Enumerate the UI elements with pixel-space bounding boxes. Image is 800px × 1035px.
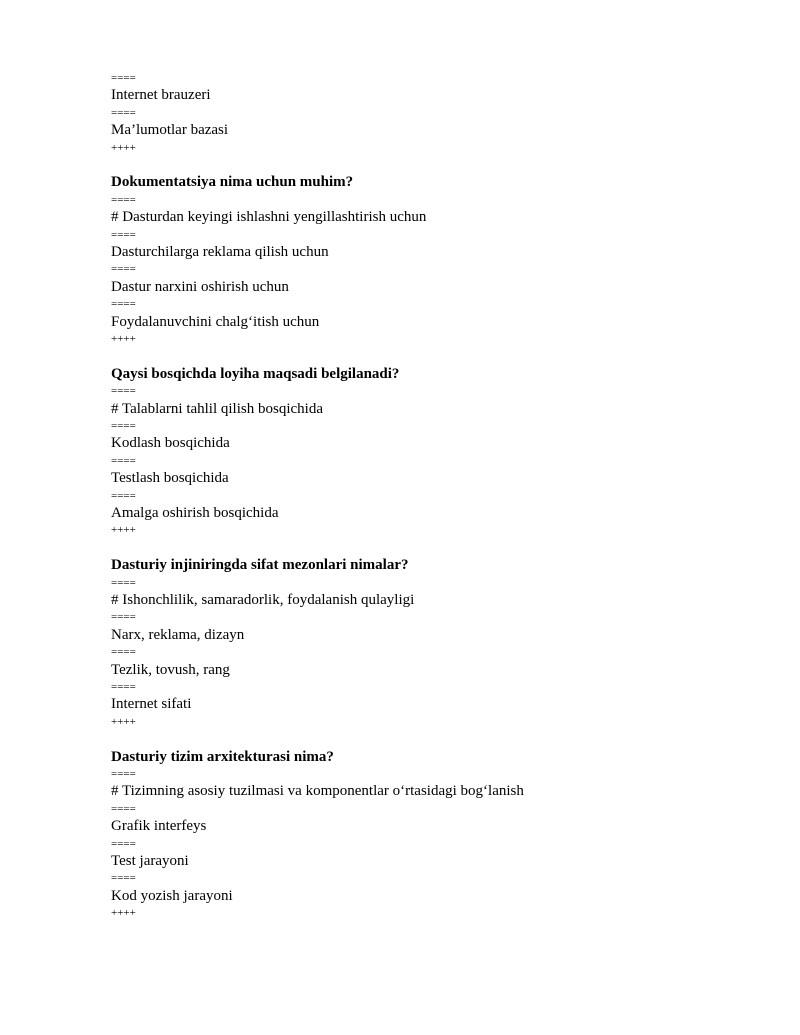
answer-option: Dastur narxini oshirish uchun — [111, 278, 289, 295]
block-terminator: ++++ — [111, 907, 136, 920]
block-terminator: ++++ — [111, 332, 136, 345]
separator: ==== — [111, 872, 136, 885]
separator: ==== — [111, 228, 136, 241]
separator: ==== — [111, 385, 136, 398]
question-block — [111, 366, 751, 540]
answer-option: Dasturchilarga reklama qilish uchun — [111, 243, 329, 260]
separator: ==== — [111, 263, 136, 276]
question-text: Dasturiy tizim arxitekturasi nima? — [111, 748, 334, 765]
spacer — [111, 540, 751, 557]
block-terminator: ++++ — [111, 715, 136, 728]
answer-option: Testlash bosqichida — [111, 470, 229, 487]
document-page — [111, 70, 751, 922]
answer-option: Amalga oshirish bosqichida — [111, 504, 279, 521]
separator: ==== — [111, 419, 136, 432]
question-block — [111, 174, 751, 348]
separator: ==== — [111, 72, 136, 84]
correct-answer-option: # Dasturdan keyingi ishlashni yengillashtirish uchun — [111, 209, 427, 226]
correct-answer-option: # Ishonchlilik, samaradorlik, foydalanish qulayligi — [111, 591, 415, 608]
answer-option: Narx, reklama, dizayn — [111, 626, 245, 643]
question-block — [111, 749, 751, 923]
separator: ==== — [111, 802, 136, 815]
question-block — [111, 557, 751, 731]
answer-option: Test jarayoni — [111, 852, 189, 869]
answer-option: Internet brauzeri — [111, 87, 211, 104]
separator: ==== — [111, 298, 136, 311]
question-text: Dokumentatsiya nima uchun muhim? — [111, 174, 354, 191]
answer-option: Grafik interfeys — [111, 818, 207, 835]
answer-option: Kodlash bosqichida — [111, 435, 230, 452]
separator: ==== — [111, 193, 136, 206]
separator: ==== — [111, 837, 136, 850]
answer-option: Tezlik, tovush, rang — [111, 661, 230, 678]
answer-option: Foydalanuvchini chalg‘itish uchun — [111, 313, 320, 330]
separator: ==== — [111, 489, 136, 502]
question-text: Dasturiy injiniringda sifat mezonlari nimalar? — [111, 557, 409, 574]
question-text: Qaysi bosqichda loyiha maqsadi belgilanadi? — [111, 365, 400, 382]
block-terminator: ++++ — [111, 524, 136, 537]
question-block-partial — [111, 70, 751, 157]
correct-answer-option: # Talablarni tahlil qilish bosqichida — [111, 400, 323, 417]
separator: ==== — [111, 106, 136, 119]
spacer — [111, 731, 751, 748]
separator: ==== — [111, 576, 136, 589]
separator: ==== — [111, 680, 136, 693]
separator: ==== — [111, 767, 136, 780]
answer-option: Kod yozish jarayoni — [111, 887, 233, 904]
separator: ==== — [111, 611, 136, 624]
correct-answer-option: # Tizimning asosiy tuzilmasi va komponentlar o‘rtasidagi bog‘lanish — [111, 783, 524, 800]
separator: ==== — [111, 454, 136, 467]
answer-option: Internet sifati — [111, 696, 192, 713]
spacer — [111, 157, 751, 174]
separator: ==== — [111, 646, 136, 659]
spacer — [111, 348, 751, 365]
answer-option: Ma’lumotlar bazasi — [111, 122, 229, 139]
block-terminator: ++++ — [111, 141, 136, 154]
